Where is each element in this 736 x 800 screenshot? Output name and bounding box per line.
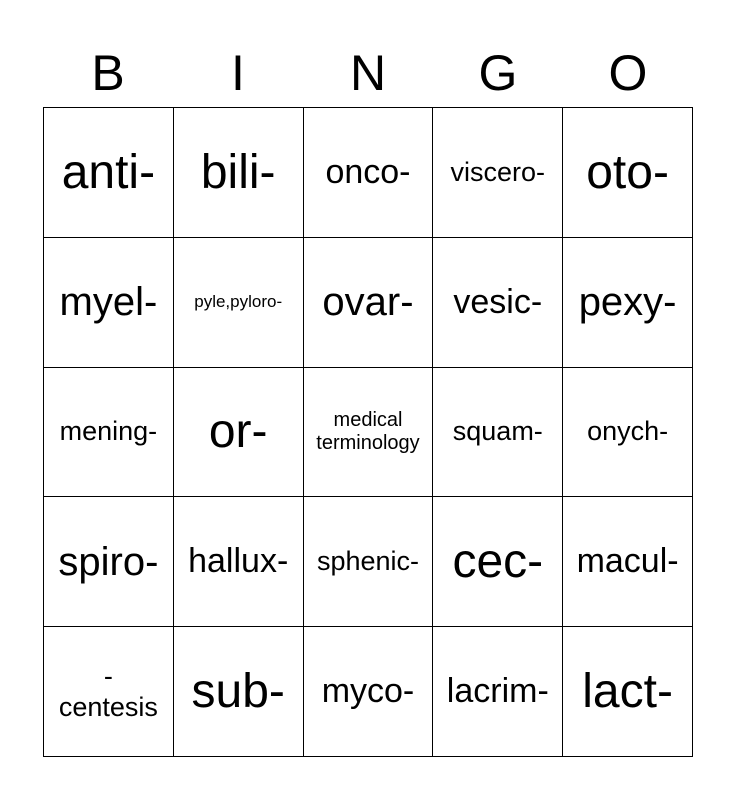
- bingo-cell[interactable]: [44, 627, 174, 757]
- bingo-header: [43, 42, 693, 104]
- cell-text: sphenic-: [316, 546, 420, 577]
- cell-text: or-: [208, 405, 268, 459]
- bingo-cell[interactable]: [44, 238, 174, 368]
- bingo-cell[interactable]: [44, 497, 174, 627]
- bingo-cell[interactable]: [174, 497, 304, 627]
- cell-text: cec-: [452, 535, 544, 589]
- cell-text: myel-: [59, 280, 158, 325]
- header-letter-n: N: [349, 45, 387, 101]
- cell-text: myco-: [321, 672, 415, 711]
- bingo-cell[interactable]: [304, 108, 434, 238]
- header-letter-b: B: [91, 45, 125, 101]
- bingo-cell[interactable]: [433, 108, 563, 238]
- cell-text: macul-: [576, 542, 679, 581]
- bingo-cell[interactable]: [433, 497, 563, 627]
- bingo-cell[interactable]: [304, 497, 434, 627]
- bingo-cell[interactable]: [304, 238, 434, 368]
- bingo-cell[interactable]: [563, 368, 693, 498]
- cell-text: pyle,pyloro-: [194, 292, 283, 312]
- bingo-cell[interactable]: [174, 627, 304, 757]
- bingo-cell[interactable]: [563, 238, 693, 368]
- cell-text: squam-: [452, 416, 543, 447]
- header-letter-i: I: [231, 45, 245, 101]
- bingo-cell[interactable]: [174, 108, 304, 238]
- bingo-cell[interactable]: [563, 497, 693, 627]
- cell-text: onco-: [325, 152, 411, 191]
- cell-text: onych-: [587, 416, 669, 447]
- bingo-cell[interactable]: [304, 627, 434, 757]
- bingo-cell[interactable]: [174, 238, 304, 368]
- bingo-cell[interactable]: [433, 627, 563, 757]
- free-space-text: medical terminology: [316, 408, 420, 454]
- cell-text: ovar-: [322, 280, 414, 325]
- bingo-cell[interactable]: [433, 238, 563, 368]
- cell-text: anti-: [61, 145, 156, 199]
- bingo-cell[interactable]: [44, 368, 174, 498]
- bingo-board: [43, 107, 693, 757]
- header-letter-g: G: [478, 45, 518, 101]
- cell-text: - centesis: [58, 660, 158, 722]
- cell-text: hallux-: [188, 542, 289, 581]
- bingo-cell[interactable]: [44, 108, 174, 238]
- cell-text: pexy-: [578, 280, 677, 325]
- bingo-cell[interactable]: [563, 108, 693, 238]
- bingo-cell[interactable]: [174, 368, 304, 498]
- cell-text: lact-: [582, 665, 673, 718]
- bingo-cell[interactable]: [563, 627, 693, 757]
- cell-text: spiro-: [58, 539, 159, 584]
- cell-text: sub-: [191, 665, 285, 718]
- cell-text: vesic-: [453, 282, 543, 321]
- cell-text: bili-: [200, 145, 276, 199]
- cell-text: oto-: [586, 145, 669, 199]
- bingo-cell[interactable]: [433, 368, 563, 498]
- header-letter-o: O: [608, 45, 648, 101]
- cell-text: viscero-: [450, 156, 546, 187]
- cell-text: mening-: [59, 416, 158, 447]
- cell-text: lacrim-: [446, 672, 549, 711]
- free-space-cell[interactable]: [304, 368, 434, 498]
